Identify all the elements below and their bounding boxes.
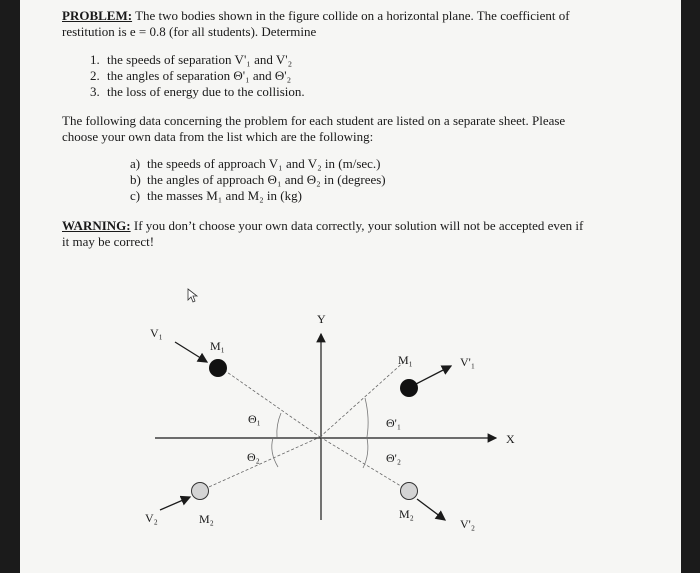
- data-item-letter-c: c): [130, 188, 141, 203]
- determine-item-text-2: the angles of separation Θ'₁ and Θ'₂: [107, 68, 292, 83]
- data-item-letter-b: b): [130, 172, 141, 187]
- approach-line-1: [224, 370, 320, 437]
- m1-left-label: M₁: [210, 339, 225, 353]
- v2-prime-arrow: [417, 499, 445, 520]
- data-paragraph-line2: choose your own data from the list which are the following:: [62, 129, 374, 144]
- data-paragraph-line1: The following data concerning the problem for each student are listed on a separate sheet. Please: [62, 113, 566, 128]
- collision-figure: [20, 0, 681, 573]
- theta2-label: Θ₂: [247, 450, 260, 464]
- theta2-prime-label: Θ'₂: [386, 451, 402, 465]
- mass-m1-before: [209, 359, 227, 377]
- data-item-letter-a: a): [130, 156, 141, 171]
- y-axis-label: Y: [317, 312, 326, 326]
- mass-m1-after: [400, 379, 418, 397]
- problem-label: PROBLEM:: [62, 8, 133, 23]
- theta2-arc: [272, 438, 278, 467]
- x-axis-label: X: [506, 432, 515, 446]
- v2-label: V₂: [145, 511, 158, 525]
- determine-item-num-2: 2.: [90, 68, 100, 83]
- determine-item-num-1: 1.: [90, 52, 100, 67]
- data-item-text-a: the speeds of approach V₁ and V₂ in (m/sec.): [147, 156, 381, 171]
- determine-item-num-3: 3.: [90, 84, 100, 99]
- v1-prime-label: V'₁: [460, 355, 476, 369]
- problem-text-2: restitution is e = 0.8 (for all students). Determine: [62, 24, 317, 39]
- mass-m2-after: [401, 483, 418, 500]
- warning-text-2: it may be correct!: [62, 234, 155, 249]
- problem-text-1: The two bodies shown in the figure collide on a horizontal plane. The coefficient of: [135, 8, 570, 23]
- v2-prime-label: V'₂: [460, 517, 476, 531]
- theta1-prime-label: Θ'₁: [386, 416, 402, 430]
- document-page: [20, 0, 681, 573]
- m2-left-label: M₂: [199, 512, 214, 526]
- warning-label: WARNING:: [62, 218, 131, 233]
- approach-line-2: [200, 437, 320, 491]
- theta1-label: Θ₁: [248, 412, 261, 426]
- theta1-arc: [277, 413, 281, 437]
- data-item-text-c: the masses M₁ and M₂ in (kg): [147, 188, 302, 203]
- v2-arrow: [160, 497, 190, 510]
- mouse-cursor-icon: [188, 289, 197, 302]
- theta1-prime-arc: [365, 398, 368, 437]
- determine-item-text-3: the loss of energy due to the collision.: [107, 84, 305, 99]
- v1-prime-arrow: [416, 366, 451, 384]
- m1-right-label: M₁: [398, 353, 413, 367]
- v1-label: V₁: [150, 326, 163, 340]
- data-item-text-b: the angles of approach Θ₁ and Θ₂ in (degrees): [147, 172, 386, 187]
- warning-text-1: If you don’t choose your own data correctly, your solution will not be accepted even if: [133, 218, 584, 233]
- m2-right-label: M₂: [399, 507, 414, 521]
- mass-m2-before: [192, 483, 209, 500]
- v1-arrow: [175, 342, 207, 362]
- determine-item-text-1: the speeds of separation V'₁ and V'₂: [107, 52, 293, 67]
